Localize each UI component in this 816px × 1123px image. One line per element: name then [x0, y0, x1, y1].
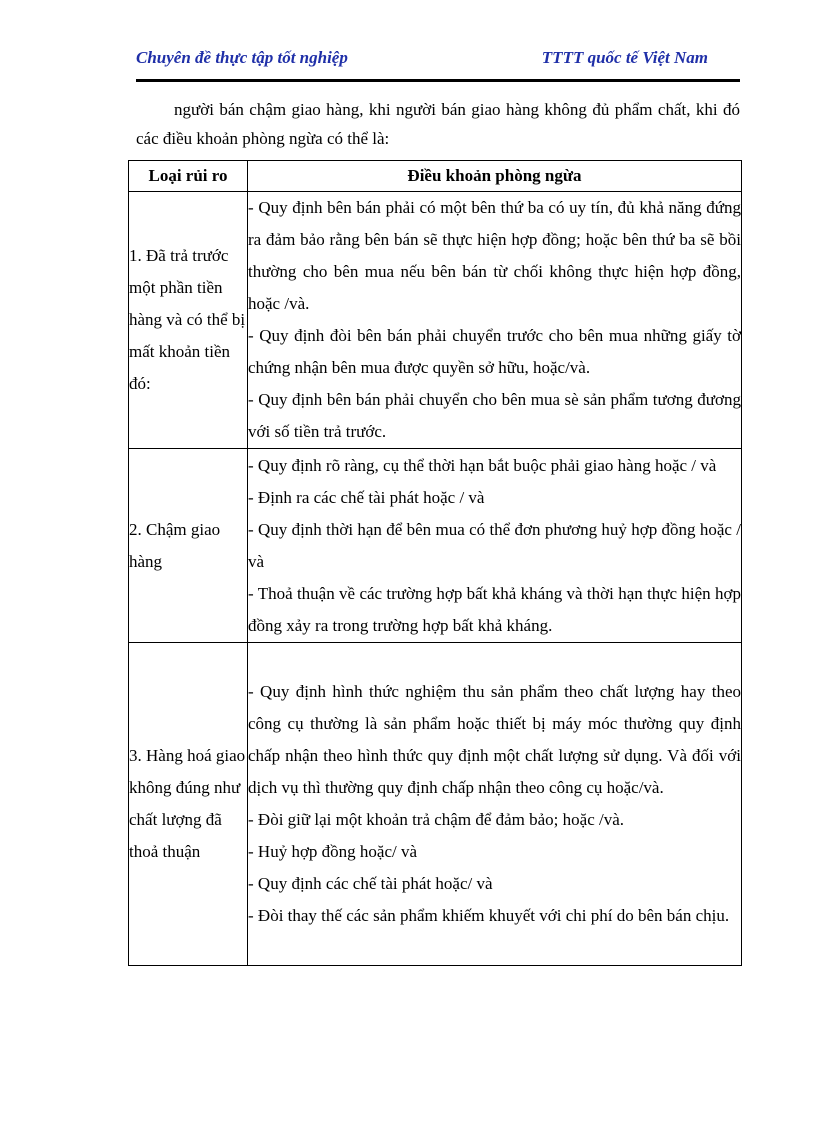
measure-item: - Quy định thời hạn để bên mua có thể đơn phương huỷ hợp đồng hoặc / và: [248, 519, 741, 571]
measure-item: - Quy định các chế tài phát hoặc/ và: [248, 874, 493, 893]
measure-item: - Đòi giữ lại một khoản trả chậm để đảm bảo; hoặc /và.: [248, 810, 625, 829]
table-row: [129, 449, 742, 643]
table-header-row: [129, 161, 742, 192]
column-header-risk-type: Loại rủi ro: [129, 161, 248, 192]
risk-cell: [129, 643, 248, 966]
measures-cell: [248, 192, 742, 449]
measures-cell: [248, 449, 742, 643]
header-title-right: TTTT quốc tế Việt Nam: [541, 48, 708, 67]
header-divider: [136, 79, 740, 82]
page-header: [136, 48, 740, 74]
measure-item: - Quy định bên bán phải có một bên thứ ba có uy tín, đủ khả năng đứng ra đảm bảo rằng bên bán sẽ thực hiện hợp đồng; hoặc bên thứ ba sẽ bồi thường cho bên mua nếu bên bán từ chối không thực hiện hợp đồng, hoặc /và.: [248, 198, 741, 313]
measures-cell: [248, 643, 742, 966]
header-title-left: Chuyên đề thực tập tốt nghiệp: [136, 48, 348, 67]
measure-item: - Huỷ hợp đồng hoặc/ và: [248, 842, 418, 861]
risk-table: [128, 160, 742, 966]
table-row: [129, 192, 742, 449]
measure-item: - Quy định bên bán phải chuyển cho bên mua sè sản phẩm tương đương với số tiền trả trước.: [248, 390, 741, 441]
risk-label: 1. Đã trả trước một phần tiền hàng và có thể bị mất khoản tiền đó:: [129, 246, 246, 393]
intro-paragraph: người bán chậm giao hàng, khi người bán giao hàng không đủ phẩm chất, khi đó các điều khoản phòng ngừa có thể là:: [136, 100, 740, 148]
measure-item: - Đòi thay thế các sản phẩm khiếm khuyết với chi phí do bên bán chịu.: [248, 906, 730, 925]
measure-item: - Quy định rõ ràng, cụ thể thời hạn bắt buộc phải giao hàng hoặc / và: [248, 455, 717, 475]
risk-cell: [129, 449, 248, 643]
risk-label: 2. Chậm giao hàng: [129, 519, 221, 571]
measure-item: - Quy định hình thức nghiệm thu sản phẩm theo chất lượng hay theo công cụ thường là sản phẩm hoặc thiết bị máy móc thường quy định chấp nhận theo hình thức quy định một chất lượng sử dụng. Và đối với dịch vụ thì thường quy định chấp nhận theo công cụ hoặc/và.: [248, 682, 741, 797]
measure-item: - Quy định đòi bên bán phải chuyển trước cho bên mua những giấy tờ chứng nhận bên mua được quyền sở hữu, hoặc/và.: [248, 326, 741, 377]
measure-item: - Thoả thuận về các trường hợp bất khả kháng và thời hạn thực hiện hợp đồng xảy ra trong trường hợp bất khả kháng.: [248, 583, 741, 635]
measure-item: - Định ra các chế tài phát hoặc / và: [248, 487, 485, 507]
risk-cell: [129, 192, 248, 449]
table-row: [129, 643, 742, 966]
column-header-prevention-clause: Điều khoản phòng ngừa: [248, 161, 742, 192]
risk-label: 3. Hàng hoá giao không đúng như chất lượng đã thoả thuận: [129, 746, 246, 861]
